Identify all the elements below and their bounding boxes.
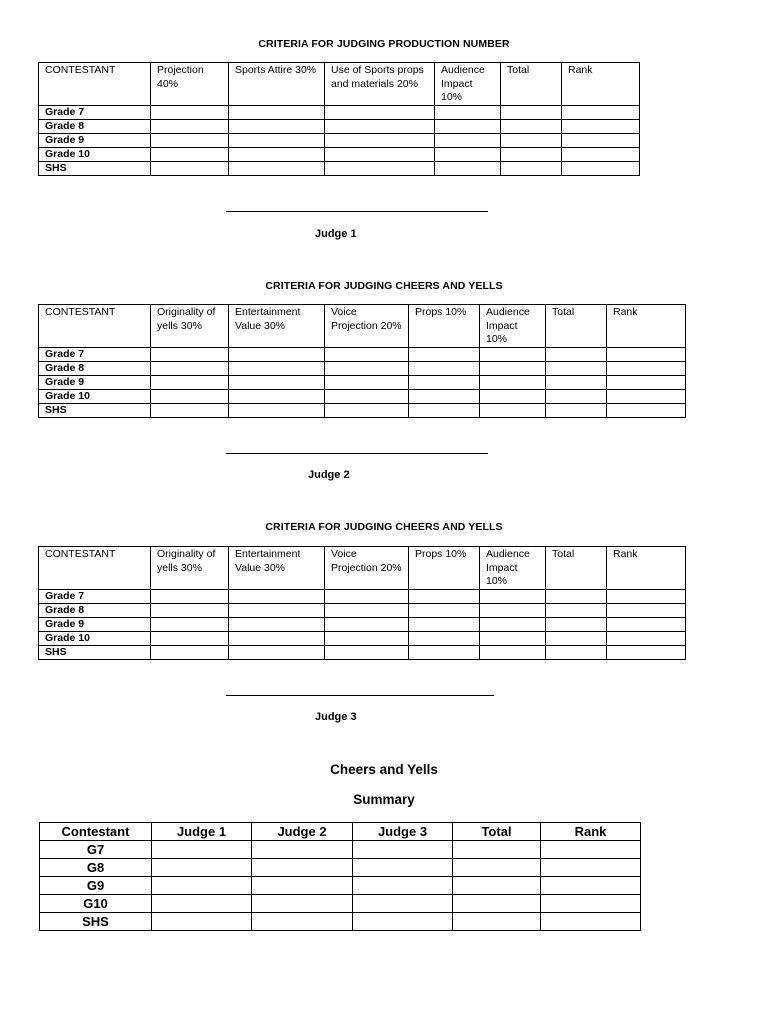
score-cell[interactable] xyxy=(325,147,435,161)
score-cell[interactable] xyxy=(151,631,229,645)
header-cell: Contestant xyxy=(40,823,152,841)
score-cell[interactable] xyxy=(229,105,325,119)
score-cell[interactable] xyxy=(480,631,546,645)
score-cell[interactable] xyxy=(151,161,229,175)
score-cell[interactable] xyxy=(151,389,229,403)
score-cell[interactable] xyxy=(151,105,229,119)
score-cell[interactable] xyxy=(229,403,325,417)
table-row xyxy=(39,147,640,161)
rank-cell[interactable] xyxy=(607,645,686,659)
rank-cell[interactable] xyxy=(541,841,641,859)
score-cell[interactable] xyxy=(409,645,480,659)
rank-cell[interactable] xyxy=(562,147,640,161)
total-cell[interactable] xyxy=(546,375,607,389)
table-header-row xyxy=(39,547,686,590)
score-cell[interactable] xyxy=(435,147,501,161)
rank-cell[interactable] xyxy=(607,603,686,617)
score-cell[interactable] xyxy=(229,631,325,645)
score-cell[interactable] xyxy=(409,631,480,645)
rank-cell[interactable] xyxy=(562,105,640,119)
score-cell[interactable] xyxy=(325,403,409,417)
score-cell[interactable] xyxy=(435,161,501,175)
score-cell[interactable] xyxy=(325,375,409,389)
rank-cell[interactable] xyxy=(607,617,686,631)
total-cell[interactable] xyxy=(546,403,607,417)
total-cell[interactable] xyxy=(546,389,607,403)
score-cell[interactable] xyxy=(325,347,409,361)
summary-table xyxy=(39,822,641,931)
score-cell[interactable] xyxy=(480,603,546,617)
score-cell[interactable] xyxy=(229,119,325,133)
score-cell[interactable] xyxy=(252,895,353,913)
header-cell: Rank xyxy=(562,63,640,106)
header-cell: Total xyxy=(501,63,562,106)
table-row xyxy=(39,361,686,375)
judge2-signature-line[interactable] xyxy=(226,453,488,454)
header-cell: Total xyxy=(546,305,607,348)
contestant-label: G7 xyxy=(40,841,152,859)
header-cell: Voice Projection 20% xyxy=(325,547,409,590)
score-cell[interactable] xyxy=(229,617,325,631)
total-cell[interactable] xyxy=(501,161,562,175)
score-cell[interactable] xyxy=(252,859,353,877)
score-cell[interactable] xyxy=(229,161,325,175)
score-cell[interactable] xyxy=(325,361,409,375)
summary-title: Cheers and Yells xyxy=(330,762,438,777)
table-row xyxy=(39,133,640,147)
contestant-label: Grade 7 xyxy=(39,347,151,361)
header-cell: Audience Impact 10% xyxy=(435,63,501,106)
total-cell[interactable] xyxy=(501,133,562,147)
header-cell: Rank xyxy=(607,305,686,348)
score-cell[interactable] xyxy=(353,841,453,859)
score-cell[interactable] xyxy=(229,589,325,603)
score-cell[interactable] xyxy=(151,403,229,417)
production-number-criteria-table xyxy=(38,62,640,176)
score-cell[interactable] xyxy=(435,133,501,147)
rank-cell[interactable] xyxy=(607,361,686,375)
contestant-label: Grade 8 xyxy=(39,361,151,375)
rank-cell[interactable] xyxy=(607,375,686,389)
contestant-label: Grade 7 xyxy=(39,105,151,119)
summary-subtitle: Summary xyxy=(353,792,415,807)
score-cell[interactable] xyxy=(229,147,325,161)
contestant-label: Grade 10 xyxy=(39,147,151,161)
rank-cell[interactable] xyxy=(562,161,640,175)
header-cell: Audience Impact 10% xyxy=(480,305,546,348)
table-row xyxy=(39,589,686,603)
table-row xyxy=(39,617,686,631)
total-cell[interactable] xyxy=(501,119,562,133)
contestant-label: Grade 8 xyxy=(39,119,151,133)
score-cell[interactable] xyxy=(480,389,546,403)
rank-cell[interactable] xyxy=(562,133,640,147)
score-cell[interactable] xyxy=(229,603,325,617)
rank-cell[interactable] xyxy=(607,347,686,361)
contestant-label: Grade 9 xyxy=(39,617,151,631)
table-row xyxy=(40,859,641,877)
score-cell[interactable] xyxy=(409,617,480,631)
header-cell: Use of Sports props and materials 20% xyxy=(325,63,435,106)
contestant-label: G8 xyxy=(40,859,152,877)
score-cell[interactable] xyxy=(409,589,480,603)
score-cell[interactable] xyxy=(151,603,229,617)
contestant-label: Grade 10 xyxy=(39,389,151,403)
score-cell[interactable] xyxy=(151,589,229,603)
score-cell[interactable] xyxy=(325,389,409,403)
table-header-row xyxy=(40,823,641,841)
table-row xyxy=(39,603,686,617)
score-cell[interactable] xyxy=(151,147,229,161)
total-cell[interactable] xyxy=(546,617,607,631)
table-row xyxy=(39,375,686,389)
score-cell[interactable] xyxy=(152,895,252,913)
score-cell[interactable] xyxy=(480,347,546,361)
table-row xyxy=(39,161,640,175)
score-cell[interactable] xyxy=(325,645,409,659)
score-cell[interactable] xyxy=(152,913,252,931)
header-cell: Props 10% xyxy=(409,305,480,348)
score-cell[interactable] xyxy=(480,645,546,659)
score-cell[interactable] xyxy=(252,877,353,895)
contestant-label: SHS xyxy=(39,645,151,659)
contestant-label: SHS xyxy=(39,403,151,417)
header-cell: Rank xyxy=(541,823,641,841)
rank-cell[interactable] xyxy=(607,631,686,645)
score-cell[interactable] xyxy=(252,841,353,859)
score-cell[interactable] xyxy=(325,617,409,631)
score-cell[interactable] xyxy=(353,877,453,895)
contestant-label: SHS xyxy=(39,161,151,175)
score-cell[interactable] xyxy=(151,617,229,631)
contestant-label: Grade 9 xyxy=(39,133,151,147)
score-cell[interactable] xyxy=(480,375,546,389)
score-cell[interactable] xyxy=(229,361,325,375)
contestant-label: Grade 8 xyxy=(39,603,151,617)
header-cell: Audience Impact 10% xyxy=(480,547,546,590)
rank-cell[interactable] xyxy=(541,859,641,877)
rank-cell[interactable] xyxy=(541,895,641,913)
judge1-signature-line[interactable] xyxy=(226,211,488,212)
score-cell[interactable] xyxy=(325,133,435,147)
header-cell: Total xyxy=(453,823,541,841)
header-cell: Entertainment Value 30% xyxy=(229,305,325,348)
score-cell[interactable] xyxy=(480,361,546,375)
total-cell[interactable] xyxy=(453,913,541,931)
score-cell[interactable] xyxy=(151,375,229,389)
score-cell[interactable] xyxy=(229,347,325,361)
cheers-yells-criteria-table-judge3 xyxy=(38,546,686,660)
score-cell[interactable] xyxy=(409,403,480,417)
score-cell[interactable] xyxy=(325,631,409,645)
header-cell: Voice Projection 20% xyxy=(325,305,409,348)
score-cell[interactable] xyxy=(480,589,546,603)
total-cell[interactable] xyxy=(501,147,562,161)
score-cell[interactable] xyxy=(229,375,325,389)
contestant-label: G9 xyxy=(40,877,152,895)
rank-cell[interactable] xyxy=(541,877,641,895)
score-cell[interactable] xyxy=(435,119,501,133)
rank-cell[interactable] xyxy=(607,389,686,403)
table-row xyxy=(40,877,641,895)
table-row xyxy=(39,347,686,361)
score-cell[interactable] xyxy=(325,119,435,133)
header-cell: CONTESTANT xyxy=(39,305,151,348)
total-cell[interactable] xyxy=(546,347,607,361)
total-cell[interactable] xyxy=(546,645,607,659)
total-cell[interactable] xyxy=(453,877,541,895)
header-cell: CONTESTANT xyxy=(39,547,151,590)
total-cell[interactable] xyxy=(453,841,541,859)
score-cell[interactable] xyxy=(325,105,435,119)
table-row xyxy=(40,913,641,931)
total-cell[interactable] xyxy=(453,895,541,913)
score-cell[interactable] xyxy=(409,361,480,375)
section3-title: CRITERIA FOR JUDGING CHEERS AND YELLS xyxy=(265,521,503,533)
table-row xyxy=(39,645,686,659)
contestant-label: G10 xyxy=(40,895,152,913)
score-cell[interactable] xyxy=(325,161,435,175)
total-cell[interactable] xyxy=(546,603,607,617)
score-cell[interactable] xyxy=(325,603,409,617)
score-cell[interactable] xyxy=(353,895,453,913)
judge1-label: Judge 1 xyxy=(315,228,357,240)
header-cell: Entertainment Value 30% xyxy=(229,547,325,590)
cheers-yells-criteria-table-judge2 xyxy=(38,304,686,418)
score-cell[interactable] xyxy=(353,913,453,931)
header-cell: CONTESTANT xyxy=(39,63,151,106)
contestant-label: Grade 7 xyxy=(39,589,151,603)
rank-cell[interactable] xyxy=(607,403,686,417)
header-cell: Total xyxy=(546,547,607,590)
table-header-row xyxy=(39,63,640,106)
score-cell[interactable] xyxy=(152,877,252,895)
score-cell[interactable] xyxy=(151,119,229,133)
header-cell: Originality of yells 30% xyxy=(151,547,229,590)
section1-title: CRITERIA FOR JUDGING PRODUCTION NUMBER xyxy=(258,38,510,50)
score-cell[interactable] xyxy=(325,589,409,603)
score-cell[interactable] xyxy=(151,347,229,361)
score-cell[interactable] xyxy=(252,913,353,931)
table-row xyxy=(40,895,641,913)
header-cell: Originality of yells 30% xyxy=(151,305,229,348)
contestant-label: SHS xyxy=(40,913,152,931)
section2-title: CRITERIA FOR JUDGING CHEERS AND YELLS xyxy=(265,280,503,292)
table-header-row xyxy=(39,305,686,348)
contestant-label: Grade 10 xyxy=(39,631,151,645)
header-cell: Judge 2 xyxy=(252,823,353,841)
total-cell[interactable] xyxy=(546,361,607,375)
score-cell[interactable] xyxy=(229,645,325,659)
contestant-label: Grade 9 xyxy=(39,375,151,389)
score-cell[interactable] xyxy=(409,389,480,403)
score-cell[interactable] xyxy=(152,859,252,877)
table-row xyxy=(39,631,686,645)
table-row xyxy=(39,403,686,417)
score-cell[interactable] xyxy=(229,389,325,403)
header-cell: Sports Attire 30% xyxy=(229,63,325,106)
table-row xyxy=(39,105,640,119)
score-cell[interactable] xyxy=(435,105,501,119)
header-cell: Projection 40% xyxy=(151,63,229,106)
score-cell[interactable] xyxy=(480,617,546,631)
header-cell: Judge 1 xyxy=(152,823,252,841)
total-cell[interactable] xyxy=(453,859,541,877)
total-cell[interactable] xyxy=(501,105,562,119)
score-cell[interactable] xyxy=(152,841,252,859)
score-cell[interactable] xyxy=(353,859,453,877)
table-row xyxy=(39,389,686,403)
rank-cell[interactable] xyxy=(607,589,686,603)
score-cell[interactable] xyxy=(151,361,229,375)
total-cell[interactable] xyxy=(546,631,607,645)
header-cell: Rank xyxy=(607,547,686,590)
header-cell: Judge 3 xyxy=(353,823,453,841)
total-cell[interactable] xyxy=(546,589,607,603)
judge3-label: Judge 3 xyxy=(315,711,357,723)
header-cell: Props 10% xyxy=(409,547,480,590)
score-cell[interactable] xyxy=(409,603,480,617)
table-row xyxy=(40,841,641,859)
score-cell[interactable] xyxy=(229,133,325,147)
score-cell[interactable] xyxy=(151,645,229,659)
table-row xyxy=(39,119,640,133)
score-cell[interactable] xyxy=(409,347,480,361)
score-cell[interactable] xyxy=(151,133,229,147)
score-cell[interactable] xyxy=(409,375,480,389)
rank-cell[interactable] xyxy=(541,913,641,931)
judge3-signature-line[interactable] xyxy=(226,695,494,696)
score-cell[interactable] xyxy=(480,403,546,417)
judge2-label: Judge 2 xyxy=(308,469,350,481)
rank-cell[interactable] xyxy=(562,119,640,133)
